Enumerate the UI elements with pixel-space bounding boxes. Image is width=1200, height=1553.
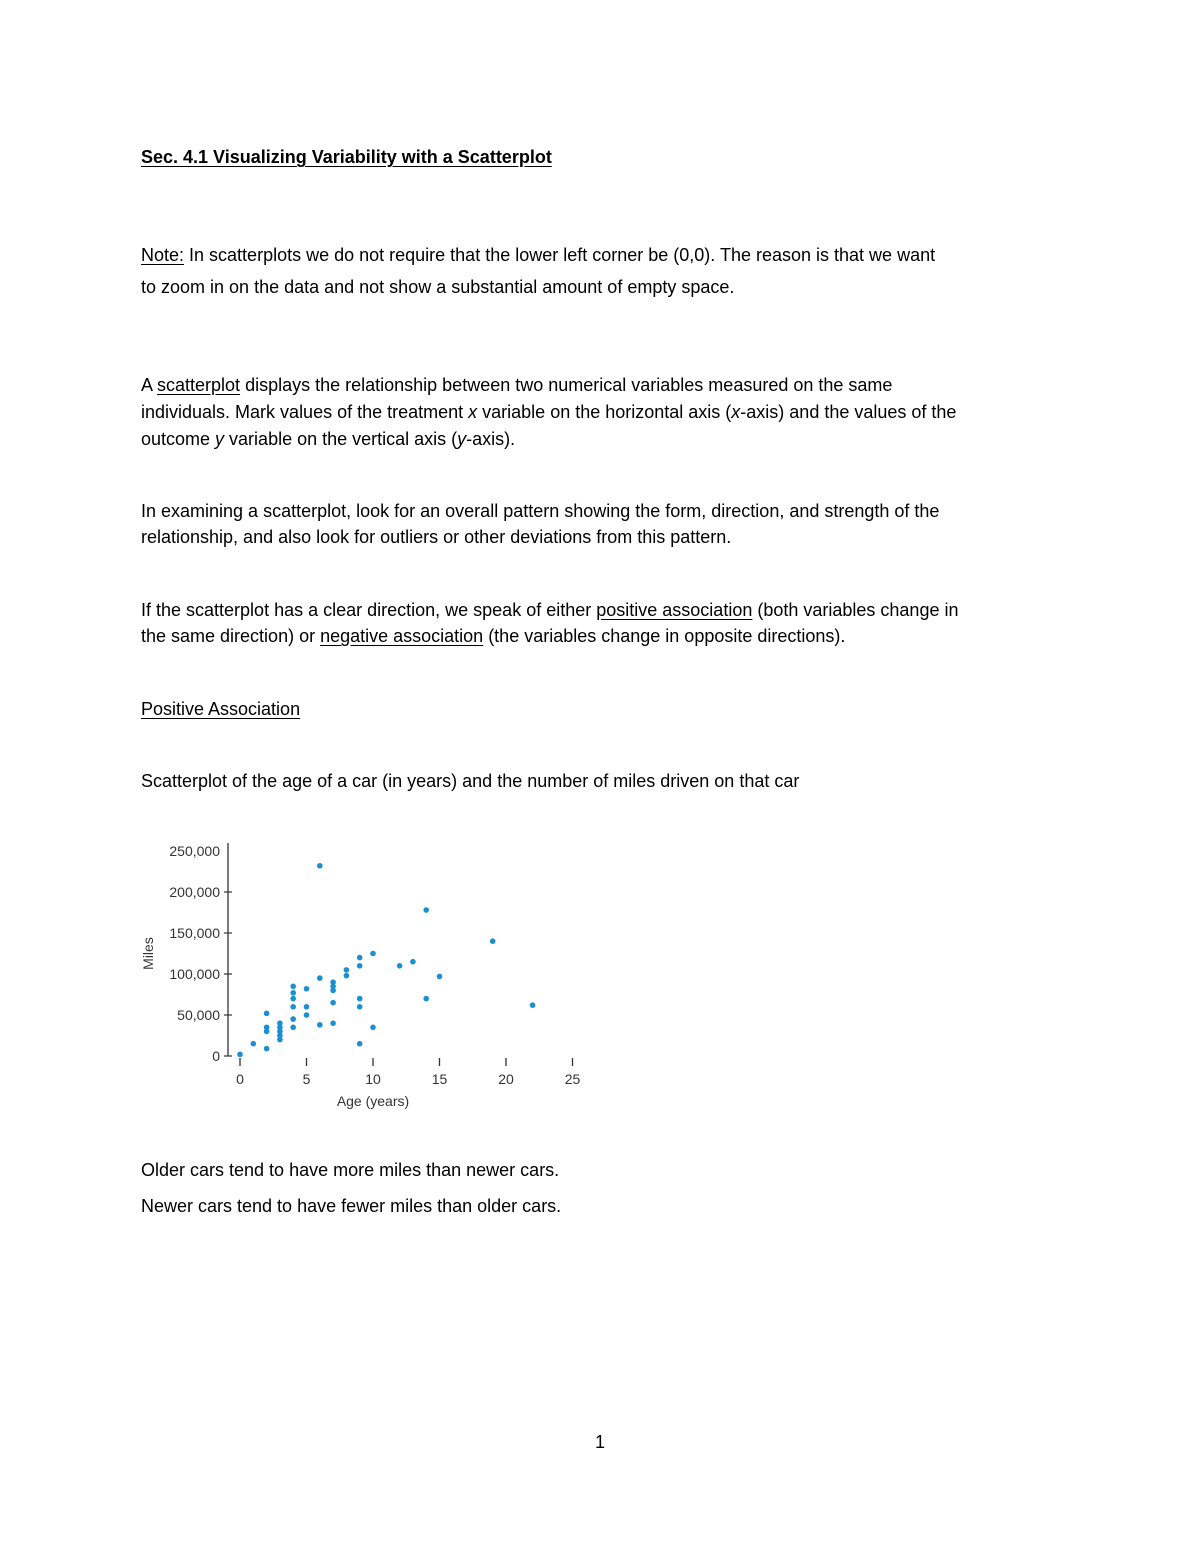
scatterplot-svg [130,835,600,1125]
examine-line-2: relationship, and also look for outliers or other deviations from this pattern. [141,527,732,547]
y-tick-label: 150,000 [169,925,220,941]
data-point [357,1004,363,1010]
conclusion-line-2: Newer cars tend to have fewer miles than older cars. [141,1196,562,1216]
association-text-a: If the scatterplot has a clear direction, we speak of either [141,600,597,620]
x-axis-variable: x [731,402,741,422]
data-point [357,963,363,969]
data-point [264,1011,270,1017]
y-tick-label: 50,000 [177,1007,220,1023]
note-line-1 [141,243,935,267]
y-tick-label: 250,000 [169,843,220,859]
term-positive-association: positive association [596,600,753,620]
definition-line-1 [141,373,892,397]
y-variable: y [215,429,225,449]
association-text-c: the same direction) or [141,626,321,646]
x-axis-label: Age (years) [336,1093,410,1109]
data-point [290,996,296,1002]
definition-article: A [141,375,158,395]
term-negative-association: negative association [320,626,484,646]
x-tick-label: 15 [431,1071,448,1087]
x-tick-label: 25 [564,1071,581,1087]
data-point [237,1052,243,1058]
data-point [344,973,350,979]
data-point [357,1041,363,1047]
scatterplot-chart [130,835,600,1125]
positive-association-heading: Positive Association [141,699,301,719]
data-point [370,1025,376,1031]
definition-text-3b: variable on the vertical axis ( [224,429,458,449]
association-line-1 [141,598,958,622]
data-point [304,1012,310,1018]
data-point [317,1022,323,1028]
definition-text-3c: -axis). [466,429,516,449]
data-point [317,863,323,869]
association-line-2 [141,624,845,648]
note-label: Note: [141,245,185,265]
term-scatterplot: scatterplot [157,375,241,395]
data-point [251,1041,257,1047]
definition-text-2a: individuals. Mark values of the treatment [141,402,469,422]
note-text-1: In scatterplots we do not require that the lower left corner be (0,0). The reason is that we want [184,245,936,265]
definition-rest-1: displays the relationship between two numerical variables measured on the same [240,375,893,395]
data-point [290,990,296,996]
definition-line-3 [141,427,515,451]
data-point [290,1025,296,1031]
x-tick-label: 10 [365,1071,381,1087]
data-point [530,1002,536,1008]
data-point [264,1046,270,1052]
data-point [330,988,336,994]
y-tick-label: 0 [212,1048,220,1064]
data-point [330,1000,336,1006]
data-point [264,1029,270,1035]
x-variable: x [468,402,478,422]
data-point [423,996,429,1002]
data-point [344,967,350,973]
x-tick-label: 0 [236,1071,244,1087]
data-point [290,984,296,990]
data-point [437,974,443,980]
definition-text-2c: -axis) and the values of the [740,402,957,422]
data-point [290,1004,296,1010]
data-point [357,955,363,961]
conclusion-line-1: Older cars tend to have more miles than newer cars. [141,1160,560,1180]
y-axis-variable: y [457,429,467,449]
data-point [330,1020,336,1026]
data-point [304,986,310,992]
data-point [490,938,496,944]
data-point [397,963,403,969]
chart-caption: Scatterplot of the age of a car (in years) and the number of miles driven on that car [141,771,800,791]
note-line-2: to zoom in on the data and not show a substantial amount of empty space. [141,277,735,297]
data-point [423,907,429,913]
definition-line-2 [141,400,956,424]
definition-text-2b: variable on the horizontal axis ( [477,402,732,422]
association-text-b: (both variables change in [752,600,959,620]
page-number: 1 [594,1432,605,1452]
association-text-d: (the variables change in opposite directions). [483,626,846,646]
y-axis-label: Miles [140,937,156,970]
data-point [410,959,416,965]
y-tick-label: 200,000 [169,884,220,900]
data-point [304,1004,310,1010]
data-point [277,1037,283,1043]
data-point [317,975,323,981]
x-tick-label: 5 [302,1071,311,1087]
section-title: Sec. 4.1 Visualizing Variability with a Scatterplot [141,147,552,167]
definition-text-3a: outcome [141,429,216,449]
data-point [290,1016,296,1022]
y-tick-label: 100,000 [169,966,220,982]
data-point [357,996,363,1002]
data-point [370,951,376,957]
examine-line-1: In examining a scatterplot, look for an overall pattern showing the form, direction, and strength of the [141,501,940,521]
x-tick-label: 20 [498,1071,514,1087]
